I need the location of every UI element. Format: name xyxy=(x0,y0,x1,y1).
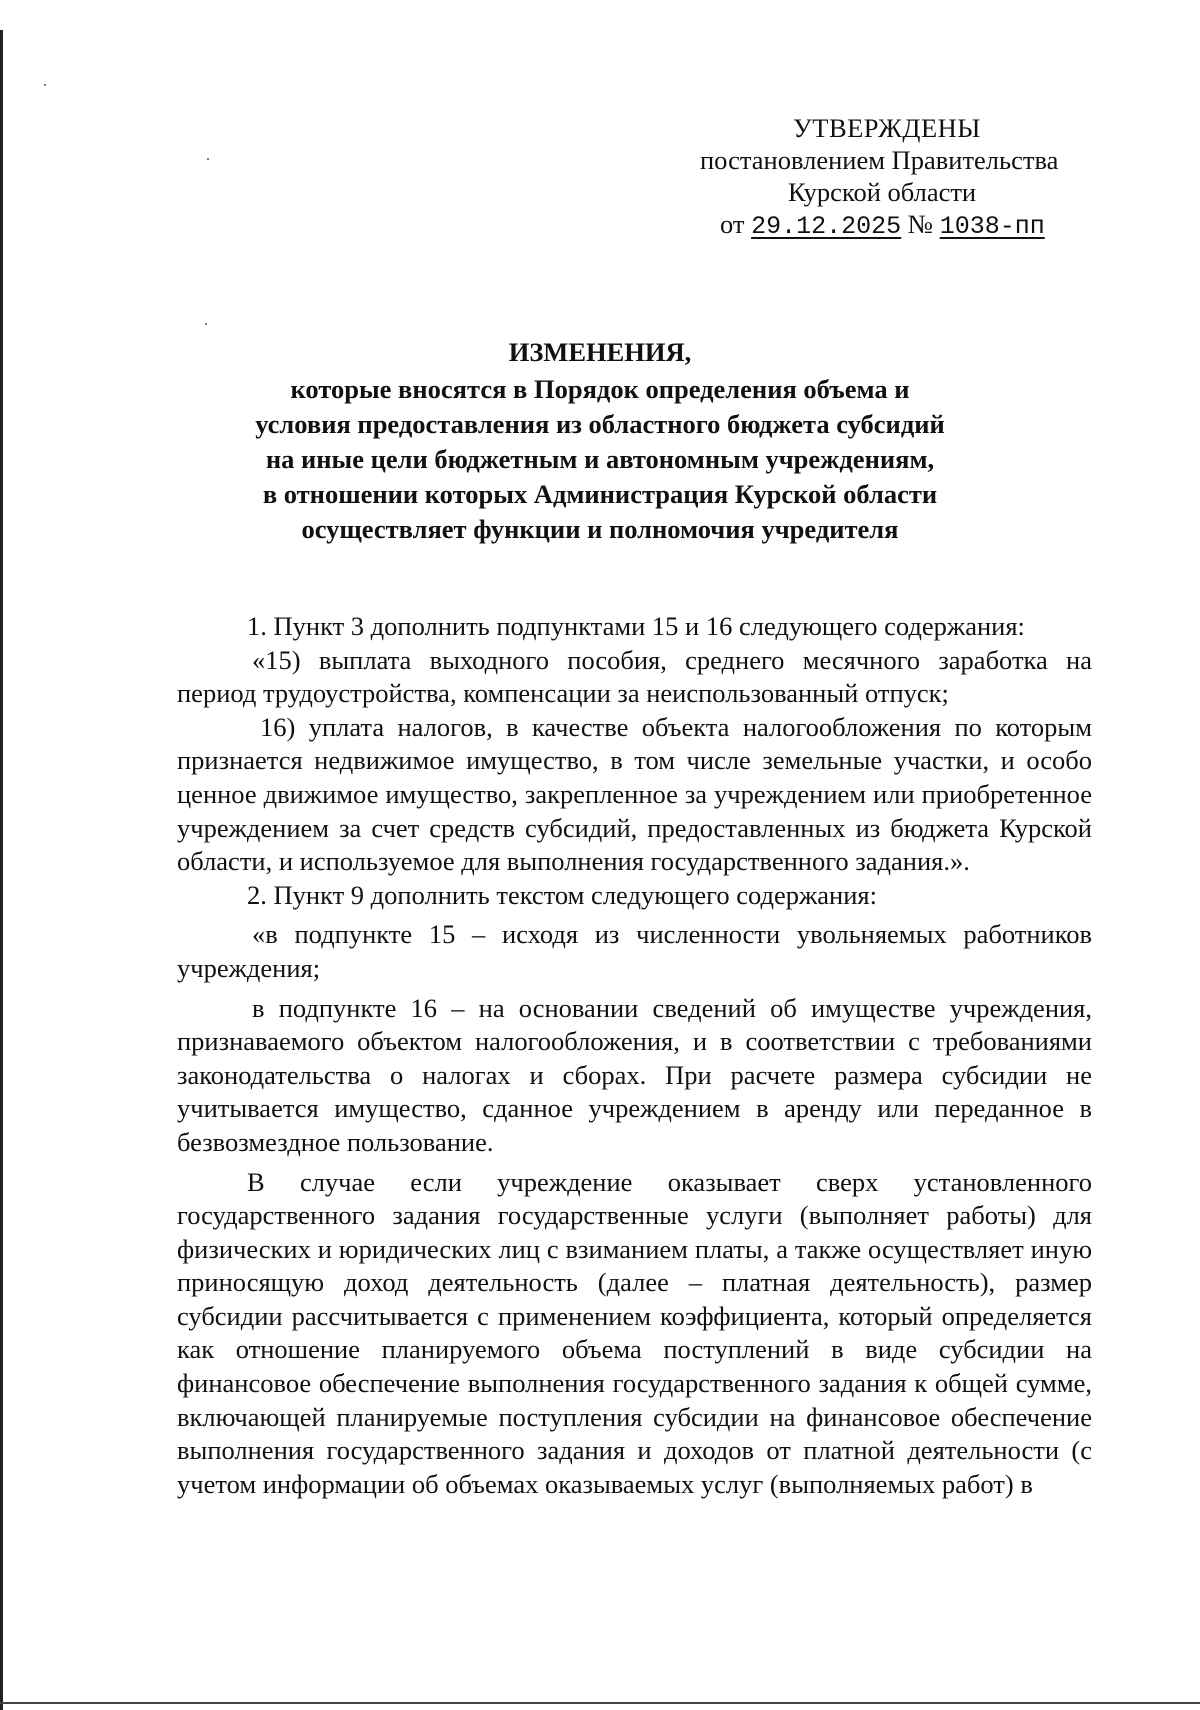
title-line: которые вносятся в Порядок определения объема и xyxy=(290,374,910,404)
approval-region: Курской области xyxy=(788,177,977,207)
scan-edge-left xyxy=(0,30,3,1710)
title-line: осуществляет функции и полномочия учредителя xyxy=(301,514,899,544)
title-line: на иные цели бюджетным и автономным учреждениям, xyxy=(265,444,935,474)
paragraph-subitem-15: «15) выплата выходного пособия, среднего месячного заработка на период трудоустройства, компенсации за неиспользованный отпуск; xyxy=(177,644,1092,709)
approval-date: 29.12.2025 xyxy=(751,212,902,241)
paragraph-item-2: 2. Пункт 9 дополнить текстом следующего содержания: xyxy=(247,879,877,910)
scan-speck xyxy=(44,84,46,86)
paragraph-subitem-16: 16) уплата налогов, в качестве объекта налогообложения по которым признается недвижимое имущество, в том числе земельные участки, и особо ценное движимое имущество, закрепленное за учреждением или приобретенное учреждением за счет средств субсидий, предоставленных из бюджета Курской области, и используемое для выполнения государственного задания.». xyxy=(177,711,1092,877)
date-prefix: от xyxy=(720,209,745,239)
scan-edge-bottom xyxy=(0,1702,1200,1704)
paragraph-paid-activity: В случае если учреждение оказывает сверх установленного государственного задания государственные услуги (выполняет работы) для физических и юридических лиц с взиманием платы, а также осуществляет иную приносящую доход деятельность (далее – платная деятельность), размер субсидии рассчитывается с применением коэффициента, который определяется как отношение планируемого объема поступлений в виде субсидии на финансовое обеспечение выполнения государственного задания к общей сумме, включающей планируемые поступления субсидии на финансовое обеспечение выполнения государственного задания и доходов от платной деятельности (с учетом информации об объемах оказываемых услуг (выполняемых работ) в xyxy=(177,1166,1092,1499)
number-prefix: № xyxy=(907,209,934,239)
approval-date-number xyxy=(720,208,1080,243)
scan-speck xyxy=(207,158,209,160)
paragraph-item-1: 1. Пункт 3 дополнить подпунктами 15 и 16 следующего содержания: xyxy=(247,611,1025,641)
approval-issuer: постановлением Правительства xyxy=(700,145,1059,175)
approval-heading: УТВЕРЖДЕНЫ xyxy=(793,113,981,143)
document-title xyxy=(160,335,1040,547)
title-heading: ИЗМЕНЕНИЯ, xyxy=(508,337,692,367)
title-line: условия предоставления из областного бюджета субсидий xyxy=(255,409,945,439)
title-line: в отношении которых Администрация Курской области xyxy=(262,479,938,509)
approval-stamp-block xyxy=(660,112,1080,243)
scan-speck xyxy=(205,323,207,325)
paragraph-subitem-16-calc: в подпункте 16 – на основании сведений об имуществе учреждения, признаваемого объектом налогообложения, и в соответствии с требованиями законодательства о налогах и сборах. При расчете размера субсидии не учитывается имущество, сданное учреждением в аренду или переданное в безвозмездное пользование. xyxy=(177,992,1092,1157)
approval-number: 1038-пп xyxy=(939,212,1045,241)
paragraph-subitem-15-calc: «в подпункте 15 – исходя из численности увольняемых работников учреждения; xyxy=(177,919,1092,983)
document-body xyxy=(177,610,1092,1501)
